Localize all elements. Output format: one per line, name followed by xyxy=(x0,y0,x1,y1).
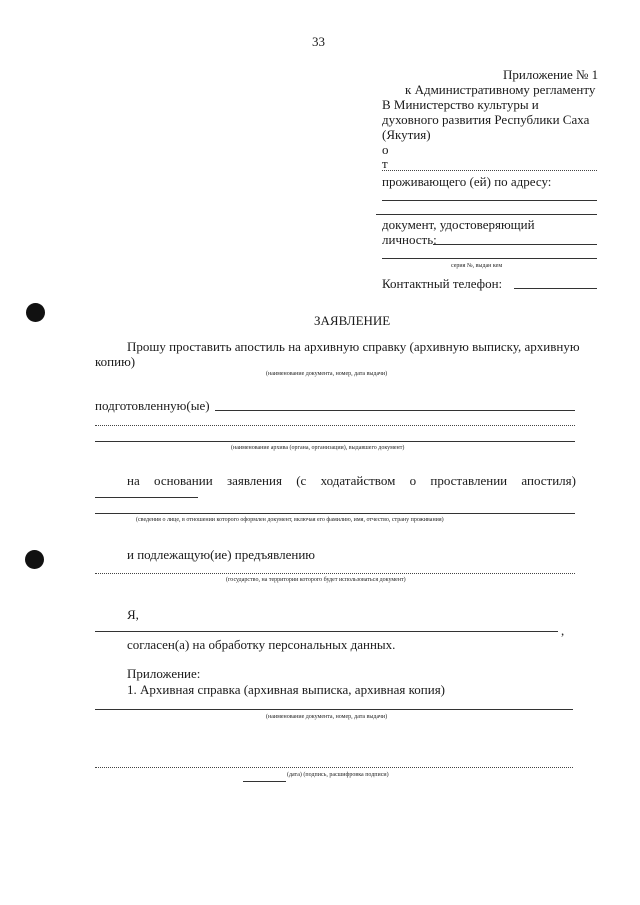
addressee-line-1: В Министерство культуры и xyxy=(382,97,539,112)
id-document-line[interactable] xyxy=(433,244,597,245)
presentation-label: и подлежащую(ие) предъявлению xyxy=(127,547,315,562)
consent-text: согласен(а) на обработку персональных данных. xyxy=(127,637,396,652)
request-text-line-2: копию) xyxy=(95,354,136,369)
residing-address-label: проживающего (ей) по адресу: xyxy=(382,174,552,189)
addressee-line-3: (Якутия) xyxy=(382,127,431,142)
caption-document: (наименование документа, номер, дата выдачи) xyxy=(266,371,388,377)
request-text-line-1: Прошу проставить апостиль на архивную справку (архивную выписку, архивную xyxy=(127,339,580,354)
basis-word: основании xyxy=(154,473,213,488)
state-line[interactable] xyxy=(95,573,575,574)
caption-state: (государство, на территории которого будет использоваться документ) xyxy=(226,577,406,583)
basis-word: (с xyxy=(296,473,307,488)
basis-word: на xyxy=(127,473,140,488)
basis-word: о xyxy=(409,473,417,488)
appendix-label: Приложение № 1 xyxy=(503,67,599,82)
prepared-by-line[interactable] xyxy=(215,410,575,411)
person-line[interactable] xyxy=(95,513,575,514)
address-line-2[interactable] xyxy=(376,214,597,215)
i-label: Я, xyxy=(127,607,139,622)
attachment-item: 1. Архивная справка (архивная выписка, архивная копия) xyxy=(127,682,446,697)
applicant-name-line[interactable] xyxy=(382,170,597,171)
caption-person: (сведения о лице, в отношении которого оформлен документ, включая его фамилию, имя, отчество, страну проживания) xyxy=(136,517,444,523)
regulation-label: к Административному регламенту xyxy=(405,82,596,97)
punch-hole-mark xyxy=(25,550,44,569)
id-series-line[interactable] xyxy=(382,258,597,259)
addressee-line-2: духовного развития Республики Саха xyxy=(382,112,590,127)
caption-document-2: (наименование документа, номер, дата выдачи) xyxy=(266,714,388,720)
signature-line[interactable] xyxy=(95,767,573,768)
archive-line-2[interactable] xyxy=(95,441,575,442)
prepared-label: подготовленную(ые) xyxy=(95,398,210,413)
series-caption: серия №, выдан кем xyxy=(451,263,503,269)
id-document-label-1: документ, удостоверяющий xyxy=(382,217,535,232)
basis-word: апостиля) xyxy=(521,473,576,488)
basis-text xyxy=(127,473,576,488)
basis-word: проставлении xyxy=(430,473,508,488)
contact-phone-label: Контактный телефон: xyxy=(382,276,503,291)
from-letter-o: о xyxy=(382,142,389,157)
caption-archive: (наименование архива (органа, организации), выдавшего документ) xyxy=(231,445,405,451)
attachment-label: Приложение: xyxy=(127,666,201,681)
punch-hole-mark xyxy=(26,303,45,322)
basis-word: заявления xyxy=(226,473,282,488)
page-number: 33 xyxy=(312,34,325,49)
comma-mark: , xyxy=(561,623,565,638)
archive-line-1[interactable] xyxy=(95,425,575,426)
basis-short-line[interactable] xyxy=(95,497,198,498)
date-short-line[interactable] xyxy=(243,781,286,782)
id-document-label-2: личность: xyxy=(382,232,437,247)
attachment-line[interactable] xyxy=(95,709,573,710)
basis-word: ходатайством xyxy=(320,473,396,488)
caption-signature: (дата) (подпись, расшифровка подписи) xyxy=(287,772,389,778)
from-letter-t: т xyxy=(382,156,388,171)
consent-name-line[interactable] xyxy=(95,631,558,632)
address-line-1[interactable] xyxy=(382,200,597,201)
document-title: ЗАЯВЛЕНИЕ xyxy=(314,313,391,328)
contact-phone-line[interactable] xyxy=(514,288,597,289)
